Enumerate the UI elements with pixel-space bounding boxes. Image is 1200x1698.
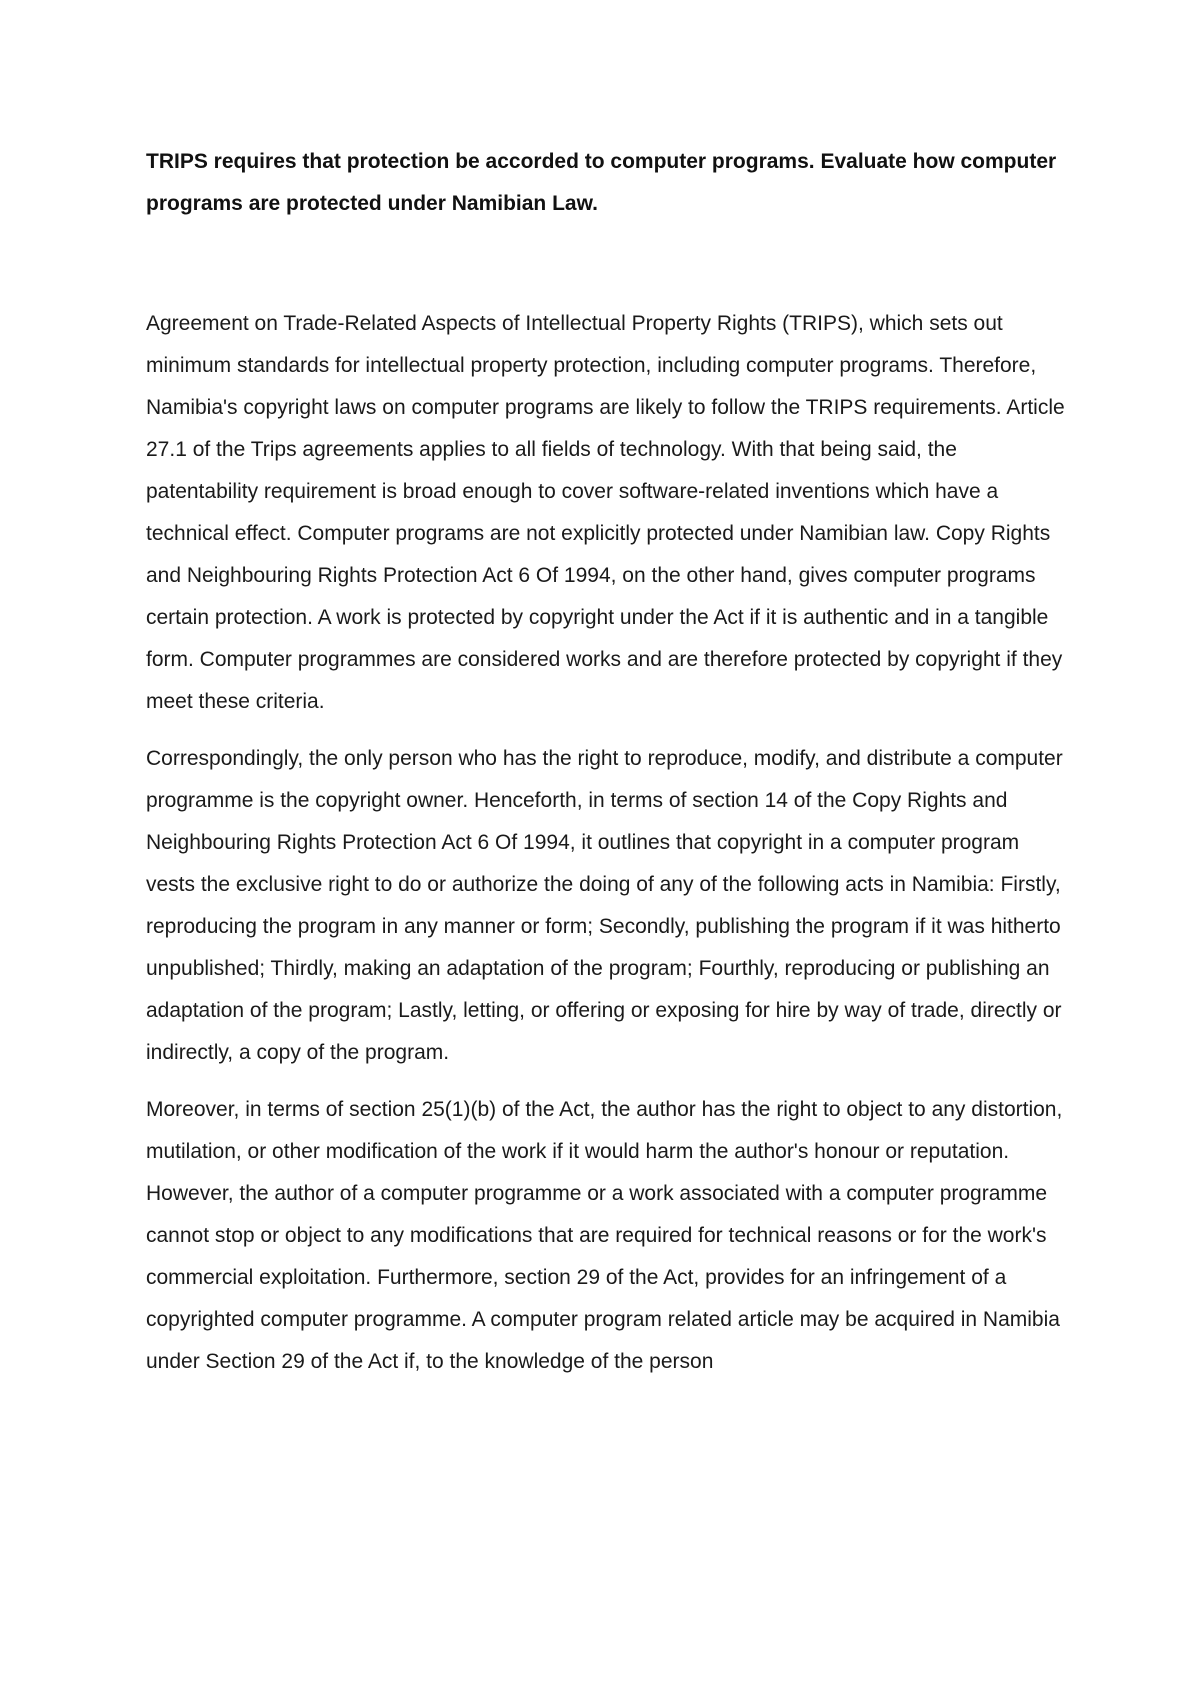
document-body	[146, 141, 1066, 1383]
paragraph-section-14-rights: Correspondingly, the only person who has the right to reproduce, modify, and distribute a computer programme is the copyright owner. Henceforth, in terms of section 14 of the Copy Rights and Neighbouring Rights Protection Act 6 Of 1994, it outlines that copyright in a computer program vests the exclusive right to do or authorize the doing of any of the following acts in Namibia: Firstly, reproducing the program in any manner or form; Secondly, publishing the program if it was hitherto unpublished; Thirdly, making an adaptation of the program; Fourthly, reproducing or publishing an adaptation of the program; Lastly, letting, or offering or exposing for hire by way of trade, directly or indirectly, a copy of the program.	[146, 747, 1063, 1064]
document-title: TRIPS requires that protection be accorded to computer programs. Evaluate how computer programs are protected under Namibian Law.	[146, 150, 1057, 215]
paragraph-section-25-29: Moreover, in terms of section 25(1)(b) of the Act, the author has the right to object to any distortion, mutilation, or other modification of the work if it would harm the author's honour or reputation. However, the author of a computer programme or a work associated with a computer programme cannot stop or object to any modifications that are required for technical reasons or for the work's commercial exploitation. Furthermore, section 29 of the Act, provides for an infringement of a copyrighted computer programme. A computer program related article may be acquired in Namibia under Section 29 of the Act if, to the knowledge of the person	[146, 1098, 1063, 1373]
paragraph-trips-overview: Agreement on Trade-Related Aspects of Intellectual Property Rights (TRIPS), which sets out minimum standards for intellectual property protection, including computer programs. Therefore, Namibia's copyright laws on computer programs are likely to follow the TRIPS requirements. Article 27.1 of the Trips agreements applies to all fields of technology. With that being said, the patentability requirement is broad enough to cover software-related inventions which have a technical effect. Computer programs are not explicitly protected under Namibian law. Copy Rights and Neighbouring Rights Protection Act 6 Of 1994, on the other hand, gives computer programs certain protection. A work is protected by copyright under the Act if it is authentic and in a tangible form. Computer programmes are considered works and are therefore protected by copyright if they meet these criteria.	[146, 312, 1065, 713]
